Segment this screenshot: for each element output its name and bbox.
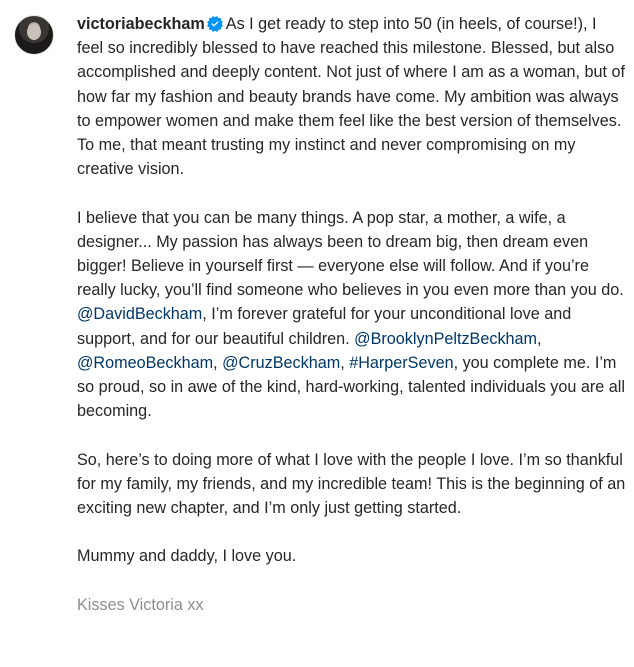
caption-trailing-text: Kisses Victoria xx <box>77 595 204 614</box>
verified-badge-icon <box>207 16 223 32</box>
caption-paragraph-1: victoriabeckham As I get ready to step into 50 (in heels, of course!), I feel so incredibly blessed to have reached this milestone. Blessed, but also accomplished and deeply content. Not just of where I am as a woman, but of how far my fashion and beauty brands have come. My ambition was always to empower women and make them feel like the best version of themselves. To me, that meant trusting my instinct and never compromising on my creative vision. <box>77 15 625 179</box>
mention-davidbeckham-link[interactable]: @DavidBeckham <box>77 305 203 324</box>
caption-paragraph-3: So, here’s to doing more of what I love with the people I love. I’m so thankful for my family, my friends, and my incredible team! This is the beginning of an exciting new chapter, and I’m only just getting started. <box>77 450 626 518</box>
caption-paragraph-4: Mummy and daddy, I love you. <box>77 547 297 566</box>
mention-romeobeckham-link[interactable]: @RomeoBeckham <box>77 353 214 372</box>
hashtag-harperseven-link[interactable]: #HarperSeven <box>349 353 454 372</box>
profile-avatar[interactable] <box>14 15 54 55</box>
mention-cruzbeckham-link[interactable]: @CruzBeckham <box>222 353 341 372</box>
username-link[interactable]: victoriabeckham <box>77 15 205 33</box>
post-caption <box>77 12 627 641</box>
caption-paragraph-2: I believe that you can be many things. A pop star, a mother, a wife, a designer... My passion has always been to dream big, then dream even bigger! Believe in yourself first — everyone else will follow. And if you’re really lucky, you’ll find someone who believes in you even more than you do. @DavidBeckham, I’m forever grateful for your unconditional love and support, and for our beautiful children. @BrooklynPeltzBeckham, @RomeoBeckham, @CruzBeckham, #HarperSeven, you complete me. I’m so proud, so in awe of the kind, hard-working, talented individuals you are all becoming. <box>77 208 625 421</box>
mention-brooklynpeltzbeckham-link[interactable]: @BrooklynPeltzBeckham <box>354 329 538 348</box>
